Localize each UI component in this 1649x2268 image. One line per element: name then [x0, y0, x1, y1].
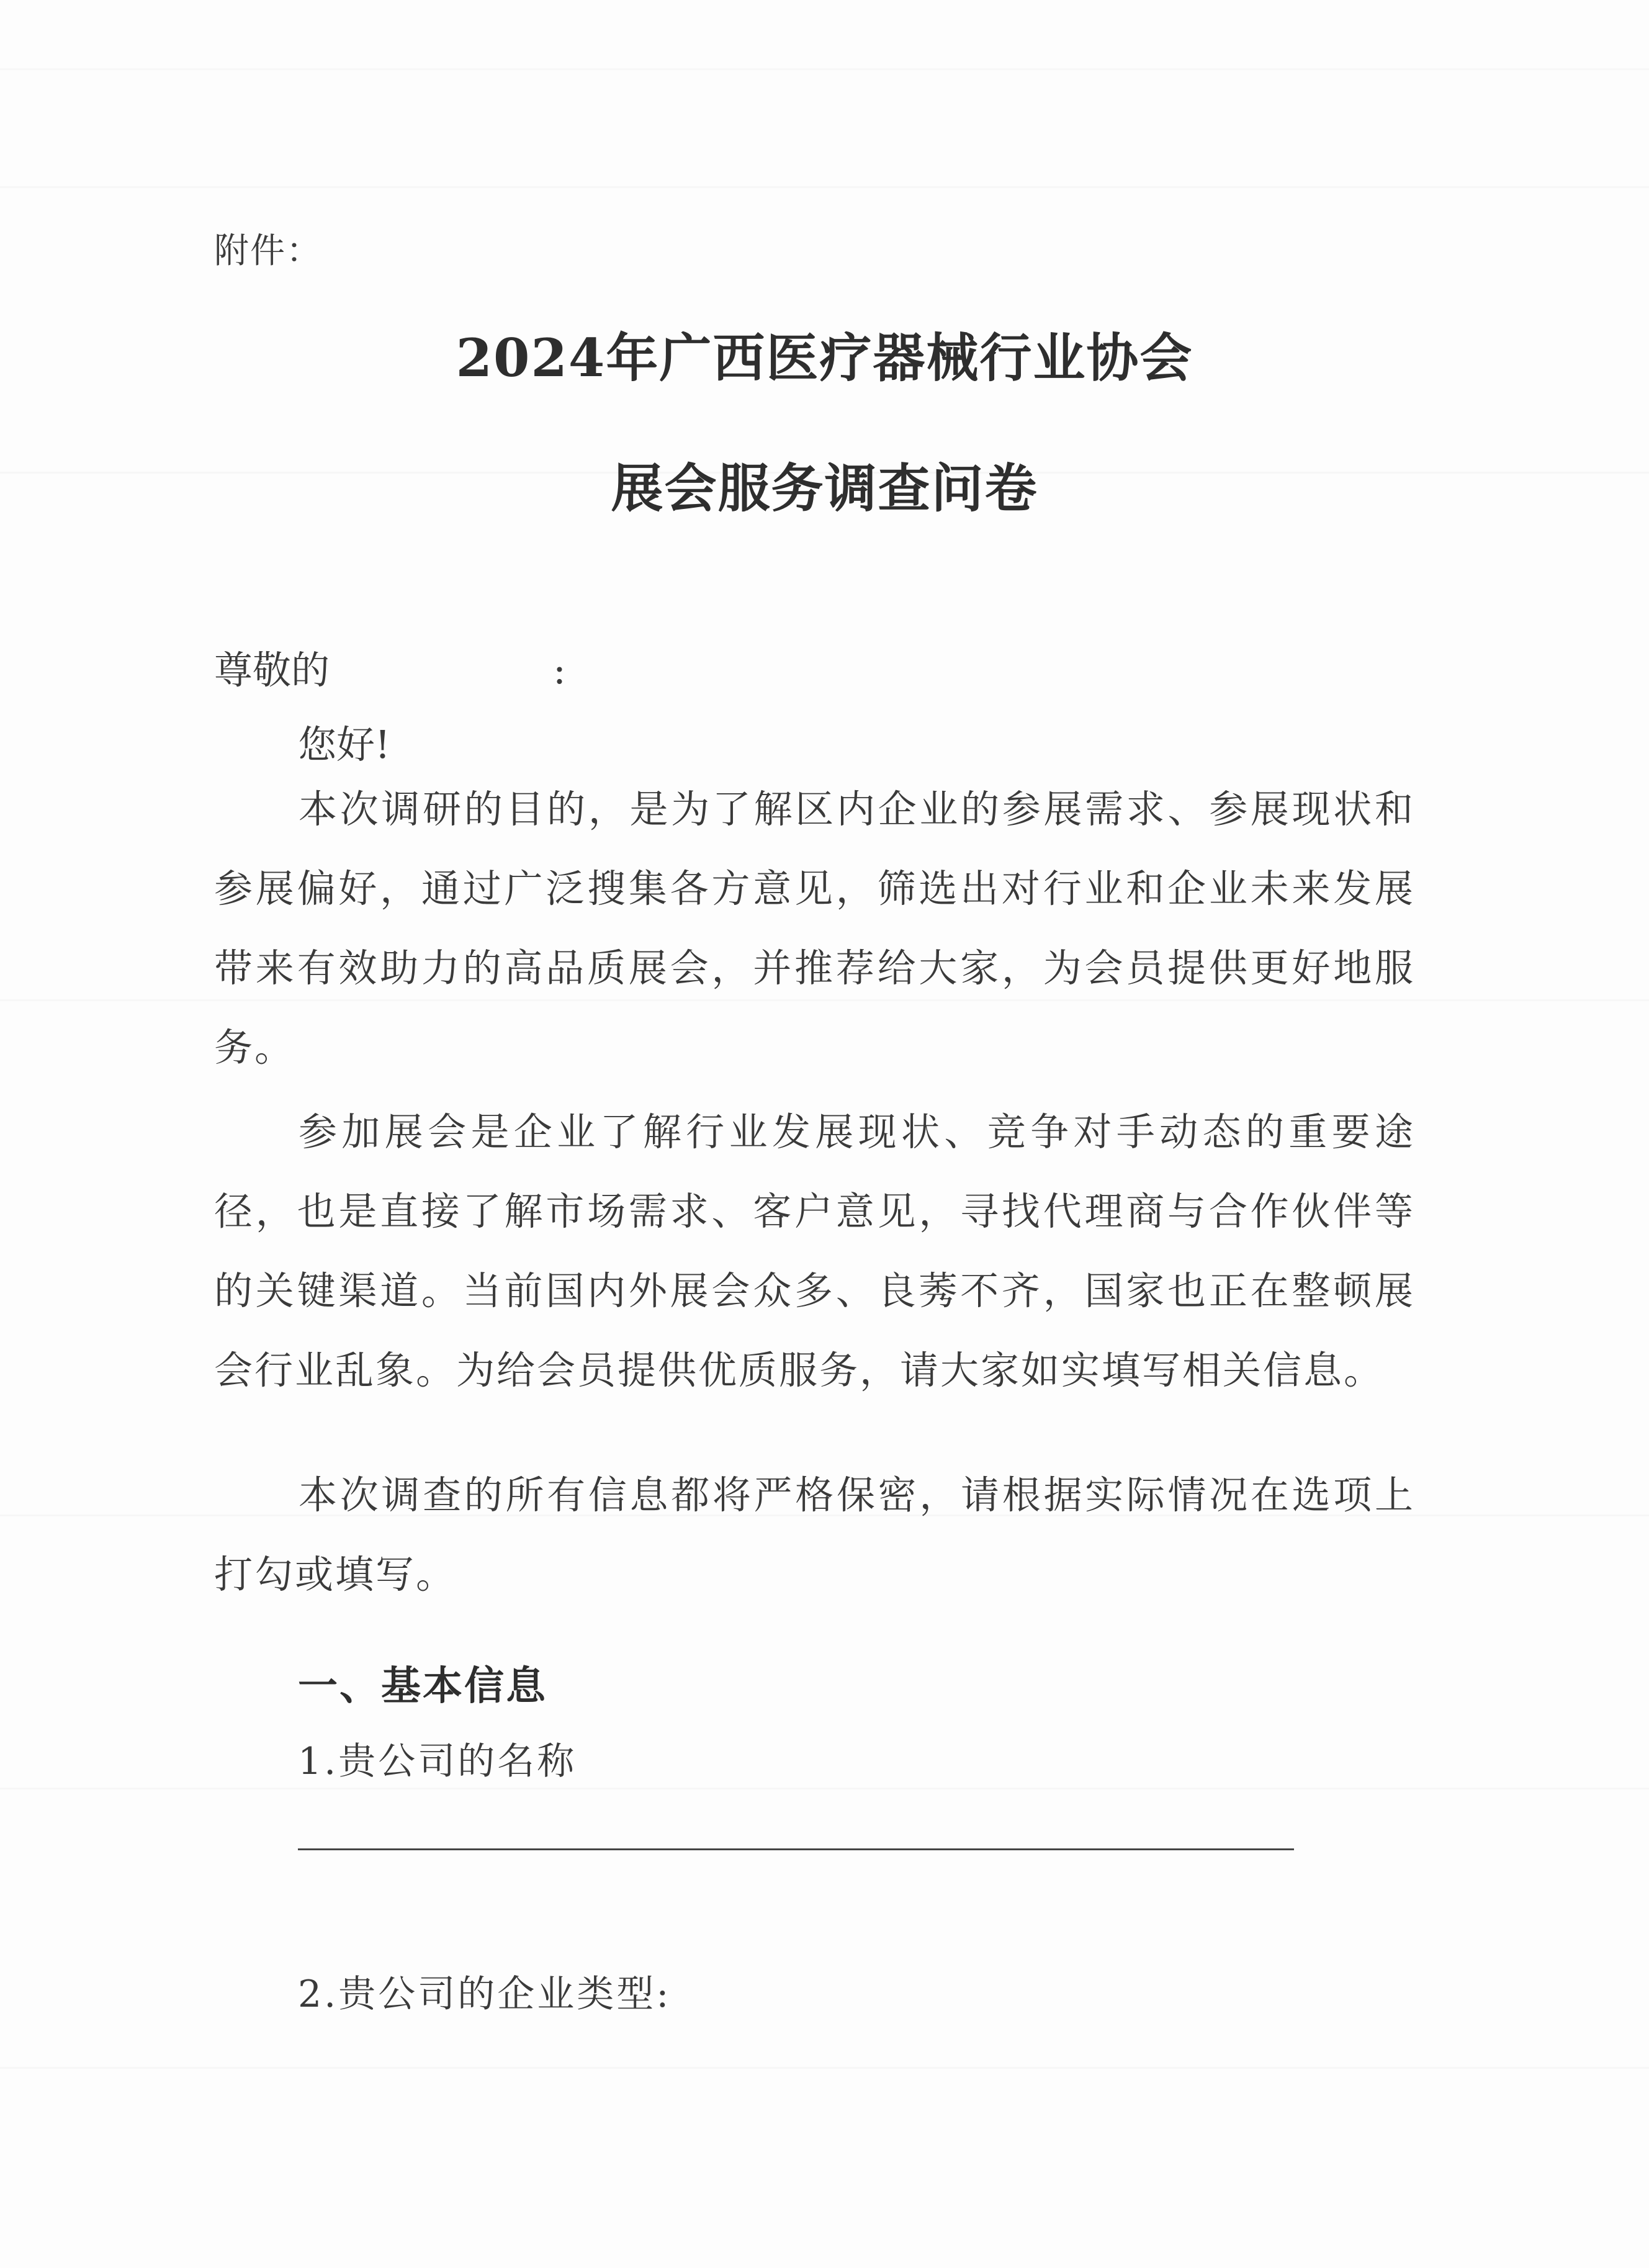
question-company-name: 1.贵公司的名称 — [298, 1740, 577, 1783]
document-title-line-2: 展会服务调查问卷 — [611, 457, 1038, 519]
attachment-label: 附件： — [214, 231, 322, 271]
question-company-type: 2.贵公司的企业类型: — [298, 1973, 672, 2016]
company-name-answer-line[interactable] — [298, 1848, 1294, 1850]
scan-streak — [0, 68, 1649, 70]
intro-paragraph-confidentiality: 本次调查的所有信息都将严格保密，请根据实际情况在选项上打勾或填写。 — [214, 1472, 1415, 1597]
greeting-prefix: 尊敬的 — [214, 647, 330, 693]
greeting — [214, 639, 566, 695]
scan-streak — [0, 1788, 1649, 1789]
intro-paragraph-importance: 参加展会是企业了解行业发展现状、竞争对手动态的重要途径，也是直接了解市场需求、客户意见，寻找代理商与合作伙伴等的关键渠道。当前国内外展会众多、良莠不齐，国家也正在整顿展会行业乱象。为给会员提供优质服务，请大家如实填写相关信息。 — [214, 1109, 1415, 1393]
section-heading-basic-info: 一、基本信息 — [298, 1663, 547, 1709]
scan-streak — [0, 2067, 1649, 2069]
salutation: 您好! — [298, 722, 390, 767]
scan-streak — [0, 186, 1649, 188]
intro-paragraph-purpose: 本次调研的目的，是为了解区内企业的参展需求、参展现状和参展偏好，通过广泛搜集各方意见，筛选出对行业和企业未来发展带来有效助力的高品质展会，并推荐给大家，为会员提供更好地服务。 — [214, 786, 1415, 1070]
document-title-line-1: 2024年广西医疗器械行业协会 — [456, 327, 1193, 389]
greeting-suffix: : — [553, 647, 566, 693]
